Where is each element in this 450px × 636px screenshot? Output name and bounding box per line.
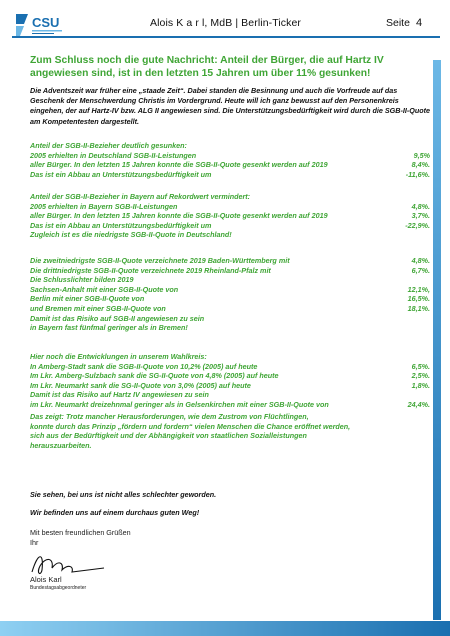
stats-row — [30, 412, 430, 422]
stats-row — [30, 141, 430, 151]
stats-row — [30, 230, 430, 240]
stats-value — [424, 141, 430, 151]
stats-row — [30, 362, 430, 372]
stats-text: in Bayern fast fünfmal geringer als in Bremen! — [30, 323, 188, 333]
stats-row — [30, 304, 430, 314]
stats-text: Berlin mit einer SGB-II-Quote von — [30, 294, 145, 304]
stats-value — [424, 422, 430, 432]
stats-text: Zugleich ist es die niedrigste SGB-II-Quote in Deutschland! — [30, 230, 232, 240]
stats-row — [30, 422, 430, 432]
stats-row — [30, 275, 430, 285]
closing-ihr: Ihr — [30, 537, 39, 547]
stats-text: 2005 erhielten in Bayern SGB-II-Leistungen — [30, 201, 178, 211]
stats-text: Hier noch die Entwicklungen in unserem Wahlkreis: — [30, 352, 207, 361]
stats-section — [30, 352, 430, 410]
stats-row — [30, 170, 430, 180]
stats-value: 4,8%. — [411, 201, 430, 211]
stats-text: Im Lkr. Neumarkt sank die SG-II-Quote von 3,0% (2005) auf heute — [30, 380, 251, 390]
header-title: Alois K a r l, MdB | Berlin-Ticker — [150, 17, 302, 29]
page-label: Seite — [386, 17, 410, 29]
stats-value: 24,4%. — [407, 399, 430, 409]
stats-row — [30, 192, 430, 202]
stats-value: 1,8%. — [411, 380, 430, 390]
stats-text: 2005 erhielten in Deutschland SGB-II-Leistungen — [30, 150, 197, 160]
stats-row — [30, 314, 430, 324]
stats-value: 3,7%. — [411, 211, 430, 221]
stats-section — [30, 412, 430, 450]
stats-row — [30, 202, 430, 212]
closing-block — [30, 528, 230, 547]
stats-row — [30, 352, 430, 362]
stats-text: Die drittniedrigste SGB-II-Quote verzeichnete 2019 Rheinland-Pfalz mit — [30, 265, 271, 275]
stats-value: -22,9%. — [405, 220, 430, 230]
stats-section — [30, 256, 430, 333]
stats-section — [30, 192, 430, 240]
stats-text: Das zeigt: Trotz mancher Herausforderungen, wie dem Zustrom von Flüchtlingen, — [30, 412, 309, 421]
stats-value — [424, 441, 430, 451]
stats-text: Das ist ein Abbau an Unterstützungsbedürftigkeit um — [30, 169, 212, 179]
stats-value: -11,6%. — [405, 169, 430, 179]
page-number: 4 — [415, 17, 423, 29]
stats-row — [30, 256, 430, 266]
page-indicator — [386, 17, 422, 29]
bottom-accent-bar — [0, 621, 450, 636]
stats-text: Die Schlusslichter bilden 2019 — [30, 275, 134, 285]
stats-text: Anteil der SGB-II-Bezieher deutlich gesunken: — [30, 141, 187, 150]
stats-row — [30, 371, 430, 381]
outro-block — [30, 490, 430, 518]
stats-value — [424, 230, 430, 240]
stats-row — [30, 266, 430, 276]
stats-value: 16,5%. — [407, 294, 430, 304]
headline: Zum Schluss noch die gute Nachricht: Anteil der Bürger, die auf Hartz IV angewiesen sind, ist in den letzten 15 Jahren um über 11% gesunken! — [30, 55, 384, 79]
stats-value — [424, 412, 430, 422]
stats-text: im Lkr. Neumarkt dreizehnmal geringer als in Gelsenkirchen mit einer SGB-II-Quote von — [30, 399, 329, 409]
stats-text: aller Bürger. In den letzten 15 Jahren konnte die SGB-II-Quote gesenkt werden auf 2019 — [30, 211, 328, 221]
stats-row — [30, 285, 430, 295]
stats-text: Die zweitniedrigste SGB-II-Quote verzeichnete 2019 Baden-Württemberg mit — [30, 256, 290, 265]
stats-section — [30, 141, 430, 179]
stats-value — [424, 275, 430, 285]
stats-value: 18,1%. — [407, 303, 430, 313]
stats-text: sich aus der Bedürftigkeit und der Abhängigkeit von staatlichen Sozialleistungen — [30, 431, 307, 441]
stats-value — [424, 431, 430, 441]
stats-text: konnte durch das Prinzip „fördern und fordern“ vielen Menschen die Chance eröffnet werden, — [30, 421, 351, 431]
outro-line: Sie sehen, bei uns ist nicht alles schlechter geworden. — [30, 490, 217, 499]
stats-text: In Amberg-Stadt sank die SGB-II-Quote von 10,2% (2005) auf heute — [30, 361, 258, 371]
stats-value: 8,4%. — [411, 160, 430, 170]
stats-row — [30, 381, 430, 391]
stats-value: 6,5%. — [411, 361, 430, 371]
header-divider — [12, 36, 440, 38]
stats-value — [424, 390, 430, 400]
stats-text: und Bremen mit einer SGB-II-Quote von — [30, 303, 166, 313]
signer-name: Alois Karl — [30, 575, 62, 584]
csu-logo — [14, 10, 72, 38]
stats-text: herauszuarbeiten. — [30, 440, 92, 450]
signer-role: Bundestagsabgeordneter — [30, 585, 87, 591]
intro-paragraph: Die Adventszeit war früher eine „staade Zeit“. Dabei standen die Besinnung und auch die Vorfreude auf das Geschenk der Menschwerdung Christis im Vordergrund. Heute will ich ganz bewusst auf den Personenkreis eingehen, der auf Hartz-IV bzw. ALG II angewiesen sind. Die Unterstützungsbedürftigkeit wird durch die SGB-II-Quote am Kompetentesten dargestellt. — [30, 86, 431, 126]
stats-row — [30, 151, 430, 161]
stats-value — [424, 352, 430, 362]
stats-text: Anteil der SGB-II-Bezieher in Bayern auf Rekordwert vermindert: — [30, 192, 251, 201]
stats-row — [30, 211, 430, 221]
closing-greeting: Mit besten freundlichen Grüßen — [30, 528, 131, 537]
stats-text: Damit ist das Risiko auf SGB-II angewiesen zu sein — [30, 313, 205, 323]
stats-row — [30, 221, 430, 231]
right-accent-bar — [433, 60, 441, 620]
stats-text: Sachsen-Anhalt mit einer SGB-II-Quote von — [30, 284, 179, 294]
stats-text: Damit ist das Risiko auf Hartz IV angewiesen zu sein — [30, 390, 209, 400]
logo-text: CSU — [32, 15, 60, 30]
stats-value: 12,1%, — [407, 284, 430, 294]
stats-row — [30, 441, 430, 451]
stats-text: Im Lkr. Amberg-Sulzbach sank die SG-II-Quote von 4,8% (2005) auf heute — [30, 371, 279, 381]
stats-row — [30, 323, 430, 333]
stats-value — [424, 314, 430, 324]
stats-row — [30, 390, 430, 400]
stats-row — [30, 431, 430, 441]
stats-row — [30, 400, 430, 410]
stats-value: 6,7%. — [411, 265, 430, 275]
stats-value: 4,8%. — [411, 256, 430, 265]
page-header — [0, 0, 450, 46]
stats-value — [424, 192, 430, 202]
stats-value: 9,5% — [413, 150, 430, 160]
handwritten-signature — [28, 548, 108, 578]
stats-value: 2,5%. — [411, 371, 430, 381]
stats-row — [30, 160, 430, 170]
outro-line: Wir befinden uns auf einem durchaus guten Weg! — [30, 508, 200, 517]
stats-text: aller Bürger. In den letzten 15 Jahren konnte die SGB-II-Quote gesenkt werden auf 2019 — [30, 160, 328, 170]
stats-value — [424, 323, 430, 333]
stats-row — [30, 294, 430, 304]
stats-text: Das ist ein Abbau an Unterstützungsbedürftigkeit um — [30, 220, 212, 230]
